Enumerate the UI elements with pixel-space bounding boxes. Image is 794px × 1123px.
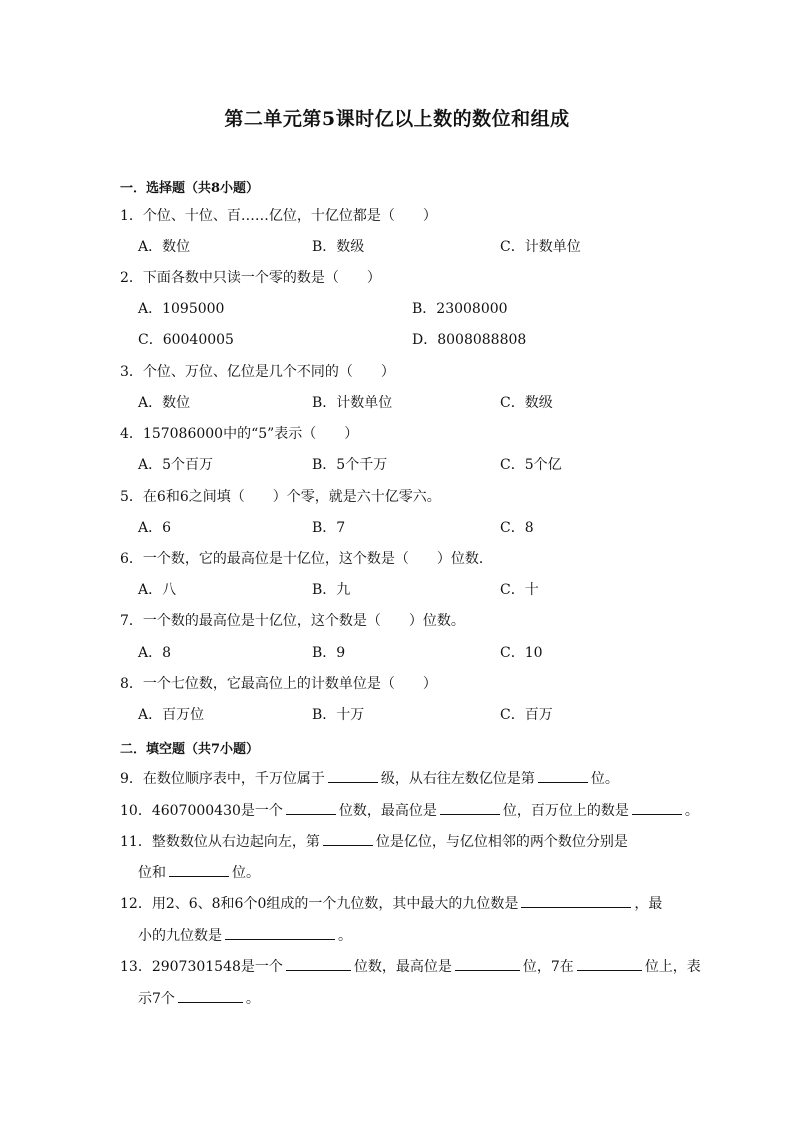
q13-text-2: 位数，最高位是	[353, 959, 452, 975]
q9-text-2: 级，从右往左数亿位是第	[380, 771, 535, 787]
q12-text-3: 小的九位数是	[138, 928, 222, 944]
q7-option-b: B．9	[312, 645, 346, 661]
question-2: 2．下面各数中只读一个零的数是（ ）	[120, 270, 381, 286]
answer-blank[interactable]	[440, 799, 500, 815]
q5-option-a: A．6	[138, 520, 172, 536]
question-12-cont	[138, 924, 352, 946]
q8-option-a: A．百万位	[138, 707, 205, 723]
question-1: 1．个位、十位、百……亿位，十亿位都是（ ）	[120, 208, 437, 224]
q10-text-2: 位数，最高位是	[338, 803, 437, 819]
answer-blank[interactable]	[286, 955, 351, 971]
question-13-cont	[138, 987, 260, 1009]
question-10	[120, 799, 699, 821]
q6-option-a: A．八	[138, 582, 177, 598]
section-choice-heading: 一．选择题（共8小题）	[120, 181, 260, 196]
question-9	[120, 767, 619, 789]
q12-text-4: 。	[338, 928, 352, 944]
answer-blank[interactable]	[632, 799, 682, 815]
q11-text-2: 位是亿位，与亿位相邻的两个数位分别是	[375, 834, 628, 850]
answer-blank[interactable]	[455, 955, 520, 971]
q8-option-b: B．十万	[312, 707, 365, 723]
q1-option-a: A．数位	[138, 239, 191, 255]
q8-option-c: C．百万	[500, 707, 553, 723]
q10-text-3: 位，百万位上的数是	[502, 803, 629, 819]
q9-text-1: 9．在数位顺序表中，千万位属于	[120, 771, 325, 787]
question-8: 8．一个七位数，它最高位上的计数单位是（ ）	[120, 676, 437, 692]
q12-text-1: 12．用2、6、8和6个0组成的一个九位数，其中最大的九位数是	[120, 896, 519, 912]
question-11	[120, 830, 628, 852]
answer-blank[interactable]	[169, 861, 229, 877]
q1-option-c: C．计数单位	[500, 239, 581, 255]
question-6: 6．一个数，它的最高位是十亿位，这个数是（ ）位数．	[120, 551, 493, 567]
question-3: 3．个位、万位、亿位是几个不同的（ ）	[120, 364, 395, 380]
q2-option-a: A．1095000	[138, 301, 225, 317]
q4-option-b: B．5个千万	[312, 457, 388, 473]
q6-option-b: B．九	[312, 582, 351, 598]
q4-option-c: C．5个亿	[500, 457, 562, 473]
q13-text-3: 位，7在	[522, 959, 574, 975]
question-13	[120, 955, 701, 977]
question-4: 4．157086000中的“5”表示（ ）	[120, 426, 359, 442]
q11-text-3: 位和	[138, 865, 166, 881]
q13-text-4: 位上，表	[644, 959, 701, 975]
q6-option-c: C．十	[500, 582, 539, 598]
q12-text-2: ，最	[634, 896, 663, 912]
q1-option-b: B．数级	[312, 239, 365, 255]
answer-blank[interactable]	[538, 767, 588, 783]
q11-text-4: 位。	[232, 865, 260, 881]
q10-text-4: 。	[684, 803, 699, 819]
answer-blank[interactable]	[286, 799, 336, 815]
q9-text-3: 位。	[590, 771, 619, 787]
question-12	[120, 892, 662, 914]
answer-blank[interactable]	[521, 892, 631, 908]
q10-text-1: 10．4607000430是一个	[120, 803, 283, 819]
question-11-cont	[138, 861, 260, 883]
q3-option-a: A．数位	[138, 395, 191, 411]
q2-option-d: D．8008088808	[412, 332, 527, 348]
answer-blank[interactable]	[178, 987, 243, 1003]
q7-option-c: C．10	[500, 645, 543, 661]
q13-text-6: 。	[245, 991, 260, 1007]
section-fill-heading: 二．填空题（共7小题）	[120, 742, 260, 757]
q2-option-b: B．23008000	[412, 301, 508, 317]
q3-option-b: B．计数单位	[312, 395, 393, 411]
page-title: 第二单元第5课时亿以上数的数位和组成	[224, 108, 570, 130]
question-7: 7．一个数的最高位是十亿位，这个数是（ ）位数。	[120, 613, 465, 629]
q4-option-a: A．5个百万	[138, 457, 214, 473]
answer-blank[interactable]	[225, 924, 335, 940]
q13-text-1: 13．2907301548是一个	[120, 959, 283, 975]
q5-option-c: C．8	[500, 520, 534, 536]
q11-text-1: 11．整数数位从右边起向左，第	[120, 834, 320, 850]
q13-text-5: 示7个	[138, 991, 175, 1007]
question-5: 5．在6和6之间填（ ）个零，就是六十亿零六。	[120, 489, 441, 505]
q2-option-c: C．60040005	[138, 332, 234, 348]
answer-blank[interactable]	[323, 830, 373, 846]
q3-option-c: C．数级	[500, 395, 553, 411]
q7-option-a: A．8	[138, 645, 172, 661]
answer-blank[interactable]	[328, 767, 378, 783]
q5-option-b: B．7	[312, 520, 346, 536]
answer-blank[interactable]	[577, 955, 642, 971]
